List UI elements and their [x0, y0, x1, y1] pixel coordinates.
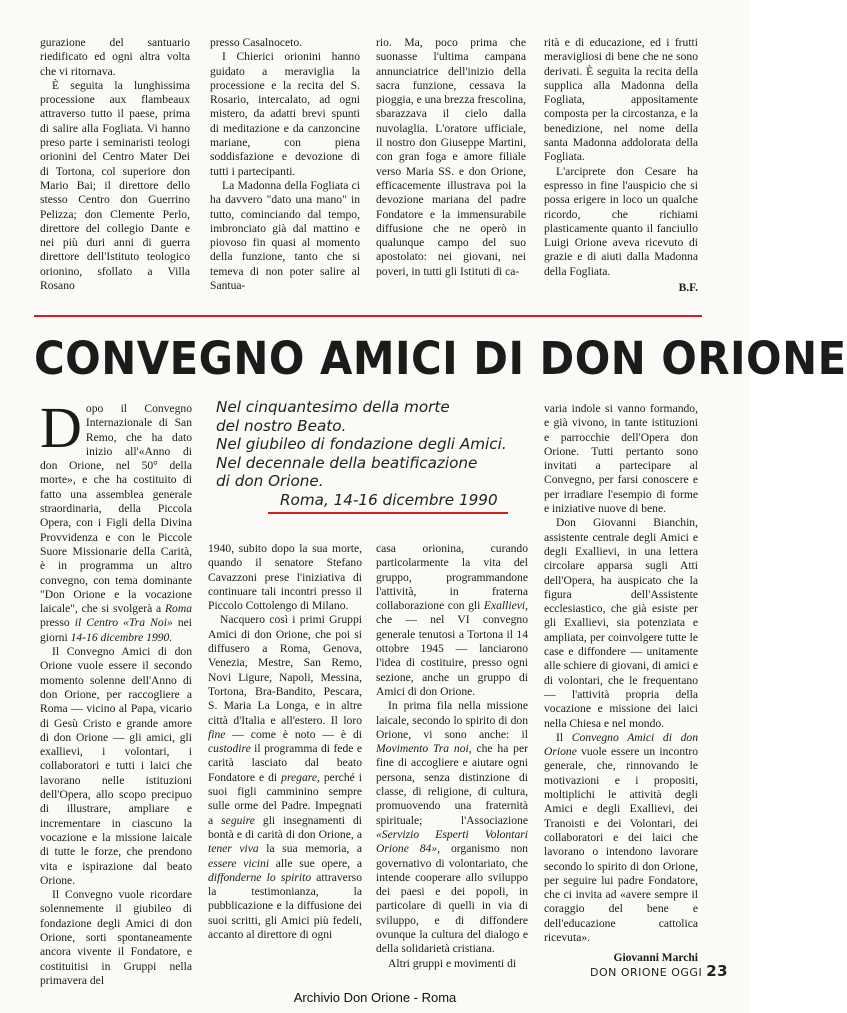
subtitle-line: Nel cinquantesimo della morte: [216, 398, 450, 416]
text: attraverso la testimonianza, la pubblicazione e la diffusione dei suoi scritti, gli Amici più fedeli, accanto al direttore di ogni: [208, 870, 362, 942]
top-column-2: [210, 36, 360, 293]
paragraph: [208, 613, 362, 942]
paragraph: [544, 731, 698, 945]
article-column-1: [40, 395, 193, 987]
article-headline: CONVEGNO AMICI DI DON ORIONE: [34, 332, 847, 385]
italic-text: Exallievi,: [483, 599, 528, 613]
paragraph: Il Convegno Amici di don Orione vuole essere il secondo momento solenne dell'Anno di don Orione, per raccogliere a Roma — vicino al Papa, vicario di Gesù Cristo e grande amore di don Orione — gli amici, gli exallievi, i volontari, i collaboratori e tutti i laici che lavorano nelle istituzioni dell'Opera, allo scopo precipuo di illustrare, ampliare e incrementare in ciascuno la vocazione e la missione laicale di tutte le forze, che prendono vita e ispirazione dal beato Orione.: [40, 645, 192, 887]
italic-text: tener viva: [208, 842, 259, 856]
paragraph: Don Giovanni Bianchin, assistente centrale degli Amici e degli Exallievi, in una lettera circolare apparsa sugli Atti dell'Opera, ha auspicato che la figura dell'Assistente ecclesiastico, che già esiste per gli Exallievi, sia potenziata e ampliata, per coinvolgere tutte le case e diffondere — unitamente alle schiere di giovani, di amici e di volontari, che le frequentano — l'attività propria della vocazione e missione dei laici nella Chiesa e nel mondo.: [544, 516, 698, 730]
paragraph: È seguita la lunghissima processione aux flambeaux attraverso tutto il paese, prima di salire alla Fogliata. Vi hanno preso parte i seminaristi teologi orionini del Centro Mater Dei di Tortona, col superiore don Mario Bai; il direttore dello stesso Centro don Guerrino Pelizza; don Clemente Perlo, direttore del collegio Dante e nei più duri anni di guerra direttore dell'Istituto teologico orionino, sfollato a Villa Rosano: [40, 78, 190, 293]
text: casa orionina, curando particolarmente la vita del gruppo, programmandone l'attività, in fraterna collaborazione con gli: [376, 542, 528, 613]
paragraph: gurazione del santuario riedificato ed ogni altra volta che vi ritornava.: [40, 36, 190, 78]
text: — come è noto — è di: [225, 727, 362, 741]
paragraph: varia indole si vanno formando, e già vivono, in tante istituzioni e parrocchie dell'Opera don Orione. Tutti pertanto sono invitati a partecipare al Convegno, per farsi conoscere e per irradiare l'esempio di forme e iniziative nuove di bene.: [544, 402, 698, 516]
italic-text: pregare,: [281, 770, 320, 784]
text: il programma di fede e carità lasciato dal beato Fondatore e di: [208, 742, 362, 784]
italic-text: fine: [208, 727, 226, 741]
text: In prima fila nella missione laicale, secondo lo spirito di don Orione, vi sono anche: il: [376, 699, 528, 741]
italic-text: essere vicini: [208, 856, 270, 870]
text: che ha per fine di accogliere e aiutare ogni persona, senza distinzione di classe, di religione, di cultura, promuovendo una fraternità spirituale; l'Associazione: [376, 742, 528, 827]
paragraph: [376, 542, 528, 699]
article-column-3: [376, 542, 528, 970]
text: vuole essere un incontro generale, che, rinnovando le motivazioni e i propositi, moltiplichi le attività degli Amici e degli Exallievi, dei Tranoisti e dei Volontari, dei collaboratori e dei laici che lavorano o intendono lavorare secondo lo spirito di don Orione, per seguire lui padre Fondatore, che ci invita ad «avere sempre il coraggio del bene e dell'educazione cattolica ricevuta».: [544, 745, 698, 944]
paragraph: L'arciprete don Cesare ha espresso in fine l'auspicio che si possa erigere in loco un qualche ricordo, che richiami plasticamente quanto il fanciullo Luigi Orione aveva ricevuto di grazie e di aiuti dalla Madonna della Fogliata.: [544, 164, 698, 278]
text: alle sue opere, a: [269, 856, 362, 870]
paragraph: 1940, subito dopo la sua morte, quando il senatore Stefano Cavazzoni prese l'iniziativa di continuare tali incontri presso il Piccolo Cottolengo di Milano.: [208, 542, 362, 613]
author-signature: Giovanni Marchi: [613, 952, 698, 965]
top-column-1: [40, 36, 190, 293]
text: Nacquero così i primi Gruppi Amici di don Orione, che poi si diffusero a Roma, Genova, Venezia, Mestre, San Remo, Novi Ligure, Napoli, Messina, Tortona, Bra-Bandito, Pescara, S. Maria La Longa, e in altre città d'Italia e all'estero. Il loro: [208, 613, 362, 727]
italic-text: Movimento Tra noi,: [376, 742, 472, 756]
italic-text: il Centro «Tra Noi»: [74, 616, 173, 630]
text: Il: [556, 730, 572, 744]
paragraph: rità e di educazione, ed i frutti meravigliosi di bene che ne sono derivati. È seguita la recita della supplica alla Madonna della Fogliata, appositamente composta per la circostanza, e la benedizione, nel nome della santa Madonna addolorata della Fogliata.: [544, 36, 698, 164]
subtitle-box: [210, 398, 528, 538]
magazine-footer: [590, 962, 728, 980]
subtitle-line: Nel decennale della beatificazione: [216, 453, 478, 472]
article-column-2: [208, 542, 362, 954]
intro-paragraph: [40, 395, 193, 645]
subtitle-date: Roma, 14-16 dicembre 1990: [280, 491, 498, 509]
paragraph: rio. Ma, poco prima che suonasse l'ultima campana annunciatrice dell'inizio della sacra funzione, cessava la pioggia, e una brezza frescolina, sbarazzava il cielo dalla nuvolaglia. L'oratore ufficiale, il nostro don Giuseppe Martini, con gran foga e amore filiale verso Maria SS. e don Orione, efficacemente illustrava poi la devozione mariana del padre Fondatore e la immensurabile diffusione che ne operò in qualunque campo del suo apostolato: nei giovani, nei poveri, in tutti gli Istituti di ca-: [376, 36, 526, 278]
italic-text: 14-16 dicembre 1990.: [70, 630, 173, 644]
paragraph: [376, 699, 528, 956]
text: gli insegnamenti di bontà e di carità di don Orione, a: [208, 813, 362, 841]
italic-text: custodire: [208, 742, 251, 756]
paragraph: Il Convegno vuole ricordare solennemente il giubileo di fondazione degli Amici di don Orione, sorti spontaneamente ancora vivente il Fondatore, e costituitisi in Gruppi nella primavera del: [40, 888, 192, 987]
subtitle-line: del nostro Beato.: [216, 416, 347, 435]
page-number: 23: [706, 962, 729, 980]
subtitle-line: di don Orione.: [216, 472, 324, 491]
text: la sua memoria, a: [258, 842, 363, 856]
paragraph: La Madonna della Fogliata ci ha davvero "dato una mano" in tutto, cominciando dal tempo, imbronciato già dal mattino e piovoso fin quasi al momento della funzione, tanto che si temeva di non poter salire al Santua-: [210, 178, 360, 293]
text: nei giorni: [40, 616, 193, 644]
top-column-3: [376, 36, 526, 288]
paragraph: presso Casalnoceto.: [210, 36, 303, 49]
italic-text: Convegno Amici di don Orione: [544, 730, 698, 759]
text: perché i suoi figli camminino sempre sulle orme del Padre. Impegnati a: [208, 770, 362, 827]
text: che — nel VI convegno generale tenutosi a Tortona il 14 ottobre 1945 — lanciarono l'idea di costituire, presso ogni sezione, anche un gruppo di Amici di don Orione.: [376, 613, 528, 698]
top-signature: B.F.: [678, 282, 698, 295]
date-underline: [268, 512, 508, 514]
paragraph: Altri gruppi e movimenti di: [388, 956, 517, 970]
intro-text: opo il Convegno Internazionale di San Remo, che ha dato inizio all'«Anno di don Orione, nel 50° della morte», e che ha costituito di fatto una assemblea generale straordinaria, della Piccola Opera, con i Figli della Divina Provvidenza e con le Piccole Suore Missionarie della Carità, è in programma un altro convegno, con tema dominante "Don Orione e la vocazione laicale", che si svolgerà a: [40, 402, 192, 616]
italic-text: diffonderne lo spirito: [208, 870, 312, 884]
italic-text: «Servizio Esperti Volontari Orione 84»,: [376, 827, 528, 856]
italic-text: seguire: [221, 813, 255, 827]
subtitle-line: Nel giubileo di fondazione degli Amici.: [216, 435, 507, 454]
magazine-name: DON ORIONE OGGI: [590, 966, 703, 979]
text: organismo non governativo di volontariato, che intende cooperare allo sviluppo dei paesi e dei popoli, in particolare di quelli in via di sviluppo, e di diffondere ovunque la cultura del dialogo e della solidarietà cristiana.: [376, 842, 528, 956]
archive-caption: Archivio Don Orione - Roma: [293, 990, 457, 1005]
text: presso: [40, 616, 75, 630]
italic-text: Roma: [164, 602, 192, 616]
section-divider: [34, 315, 702, 317]
drop-cap: D: [40, 395, 82, 460]
top-column-4: [544, 36, 698, 306]
article-column-4: [544, 402, 698, 965]
paragraph: I Chierici orionini hanno guidato a meraviglia la processione e la recita del S. Rosario, intercalato, ad ogni mistero, da adatti brevi spunti di meditazione e da canzoncine mariane, con piena soddisfazione e devozione di tutti i partecipanti.: [210, 50, 360, 178]
